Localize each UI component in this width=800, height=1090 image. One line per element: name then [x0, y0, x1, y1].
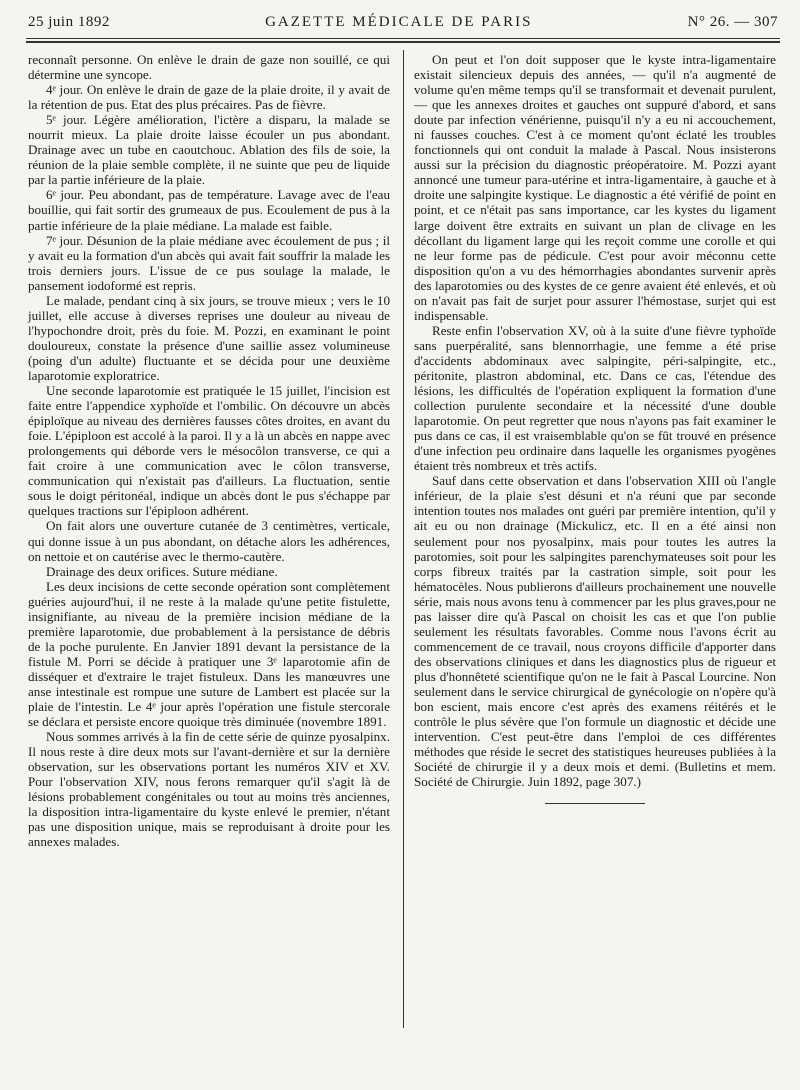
paragraph: reconnaît personne. On enlève le drain de gaze non souillé, ce qui détermine une syncope.: [28, 52, 390, 83]
paragraph: 7ᵉ jour. Désunion de la plaie médiane avec écoulement de pus ; il y avait eu la formation d'un abcès qui avait fait souffrir la malade les trois derniers jours. L'issue de ce pus soulage la malade, le pansement iodoformé est repris.: [28, 232, 390, 293]
paragraph: On peut et l'on doit supposer que le kyste intra-ligamentaire existait silencieux depuis des années, — qu'il n'a augmenté de volume qu'en même temps qu'il se transformait et devenait purulent, — que les annexes droites et gauches ont suppuré d'abord, et sans doute par infection vénérienne, puisqu'il n'y a eu ni accouchement, ni fausses couches. C'est à ce moment qu'ont éclaté les troubles fonctionnels qui ont conduit la malade à Pascal. Nous insisterons aussi sur la précision du diagnostic préopératoire. M. Pozzi ayant annoncé une tumeur para-utérine et intra-ligamentaire, à gauche et à droite une salpingite kystique. Le diagnostic a été vérifié de point en point, et ce n'était pas sans importance, car les kystes du ligament large doivent être extraits en suivant un plan de clivage en les décollant du ligament large qui les reçoit comme une corolle et qui ne leur forme pas de pédicule. C'est pour avoir méconnu cette disposition qu'on a vu des hémorrhagies abondantes survenir après des laparotomies ou des kystes de ce genre avaient été enlevés, et où on n'avait pas fait de surjet pour assurer l'hémostase, surjet qui est indispensable.: [414, 52, 776, 323]
paragraph: Une seconde laparotomie est pratiquée le 15 juillet, l'incision est faite entre l'appendice xyphoïde et l'ombilic. On découvre un abcès épiploïque au niveau des dernières fausses côtes droites, en avant du foie. L'épiploon est accolé à la paroi. Il y a là un abcès en nappe avec prolongements qui déborde vers le mésocôlon transverse, ce qui a fait croire à une communication avec le côlon transverse, communication qui n'existait pas d'ailleurs. La fluctuation, sentie sous le doigt péritonéal, indique un abcès dont le pus s'échappe par quelques tractions sur l'épiploon adhérent.: [28, 383, 390, 519]
header-rule: [26, 38, 780, 39]
paragraph: Les deux incisions de cette seconde opération sont complètement guéries aujourd'hui, il ne reste à la malade qu'une petite fistulette, insignifiante, au niveau de la première incision médiane de la première laparotomie, due probablement à la persistance de débris de la poche purulente. En Janvier 1891 devant la persistance de la fistule M. Porri se décide à pratiquer une 3ᵉ laparotomie afin de disséquer et d'extraire le trajet fistuleux. Dans les manœuvres une anse intestinale est rompue une suture de Lambert est placée sur la plaie de l'intestin. Le 4ᵉ jour après l'opération une fistule stercorale se déclara et persiste encore quoique très diminuée (novembre 1891.: [28, 578, 390, 730]
header-title: GAZETTE MÉDICALE DE PARIS: [265, 14, 533, 30]
paragraph: 4ᵉ jour. On enlève le drain de gaze de la plaie droite, il y avait de la rétention de pus. Etat des plus précaires. Pas de fièvre.: [28, 82, 390, 113]
right-column: [414, 52, 776, 804]
left-column: [28, 52, 390, 849]
paragraph: On fait alors une ouverture cutanée de 3 centimètres, verticale, qui donne issue à un pus abondant, on détache alors les adhérences, on nettoie et on cautérise avec le thermo-cautère.: [28, 518, 390, 564]
paragraph: Sauf dans cette observation et dans l'observation XIII où l'angle inférieur, de la plaie s'est désuni et n'a réuni que par seconde intention toutes nos malades ont guéri par première intention, qu'il y ait eu ou non drainage (Mickulicz, etc. Il en a été ainsi non seulement pour nos pyosalpinx, mais pour toutes les autres la parotomies, soit pour les salpingites parenchymateuses soit pour les corps fibreux traités par la castration simple, soit pour les hématocèles. Nous publierons d'ailleurs prochainement une nouvelle série, mais nous avons tenu à commencer par les plus graves,pour ne pas laisser dire qu'à Pascal on choisit les cas et que l'on publie seulement les résultats favorables. Comme nous l'avons écrit au commencement de ce travail, nous croyons difficile d'apporter dans des observations cliniques et dans les diagnostics plus de rigueur et plus d'honnêteté scientifique qu'on ne le fait à Pascal Lourcine. Non seulement dans le service chirurgical de gynécologie on n'opère qu'à bon escient, mais encore c'est après des examens réitérés et le contrôle le plus sévère que l'on formule un diagnostic et décide une intervention. C'est peut-être dans l'emploi de ces différentes méthodes que réside le secret des statistiques heureuses publiées à la Société de chirurgie il y a deux mois et demi. (Bulletins et mem. Société de Chirurgie. Juin 1892, page 307.): [414, 473, 776, 790]
paragraph: 5ᵉ jour. Légère amélioration, l'ictère a disparu, la malade se nourrit mieux. La plaie droite laisse écouler un pus abondant. Drainage avec un tube en caoutchouc. Ablation des fils de soie, la réunion de la plaie semble complète, il ne suinte que peu de liquide par la partie inférieure de la plaie.: [28, 112, 390, 188]
paragraph: Drainage des deux orifices. Suture médiane.: [46, 563, 278, 579]
paragraph: 6ᵉ jour. Peu abondant, pas de température. Lavage avec de l'eau bouillie, qui fait sortir des grumeaux de pus. Ecoulement de pus à la partie inférieure de la plaie médiane. La malade est faible.: [28, 187, 390, 233]
end-rule: [545, 803, 645, 804]
paragraph: Le malade, pendant cinq à six jours, se trouve mieux ; vers le 10 juillet, elle accuse à diverses reprises une douleur au niveau de l'hypochondre droit, près du foie. M. Pozzi, en examinant le point douloureux, constate la présence d'une saillie assez volumineuse (poing d'un adulte) fluctuante et se décida pour une deuxième laparotomie exploratrice.: [28, 292, 390, 383]
page-header: [28, 14, 778, 36]
paragraph: Nous sommes arrivés à la fin de cette série de quinze pyosalpinx. Il nous reste à dire deux mots sur l'avant-dernière et sur la dernière observation, sur les observations portant les numéros XIV et XV. Pour l'observation XIV, nous ferons remarquer qu'il s'agit là de lésions probablement congénitales ou tout au moins très anciennes, la disposition intra-ligamentaire du kyste enlevé le premier, n'étant pas une disposition unique, mais se reproduisant à droite pour les annexes malades.: [28, 729, 390, 850]
column-divider: [403, 50, 404, 1028]
header-issue: N° 26. — 307: [687, 14, 778, 30]
paragraph: Reste enfin l'observation XV, où à la suite d'une fièvre typhoïde sans puerpéralité, sans blennorrhagie, une femme a été prise d'accidents abdominaux avec salpingite, péri-salpingite, etc., péritonite, plastron abdominal, etc. Dans ce cas, l'étendue des lésions, les difficultés de l'opération expliquent la formation d'une collection purulente secondaire et la nécessité d'une double laparotomie. On peut regretter que nous n'ayons pas fait examiner le pus dans ce cas, il est vraisemblable qu'on se fût trouvé en présence d'une infection peu ordinaire dans laquelle les organismes pyogènes étaient très nombreux et très actifs.: [414, 322, 776, 474]
header-date: 25 juin 1892: [28, 14, 110, 30]
header-rule-thick: [26, 41, 780, 43]
